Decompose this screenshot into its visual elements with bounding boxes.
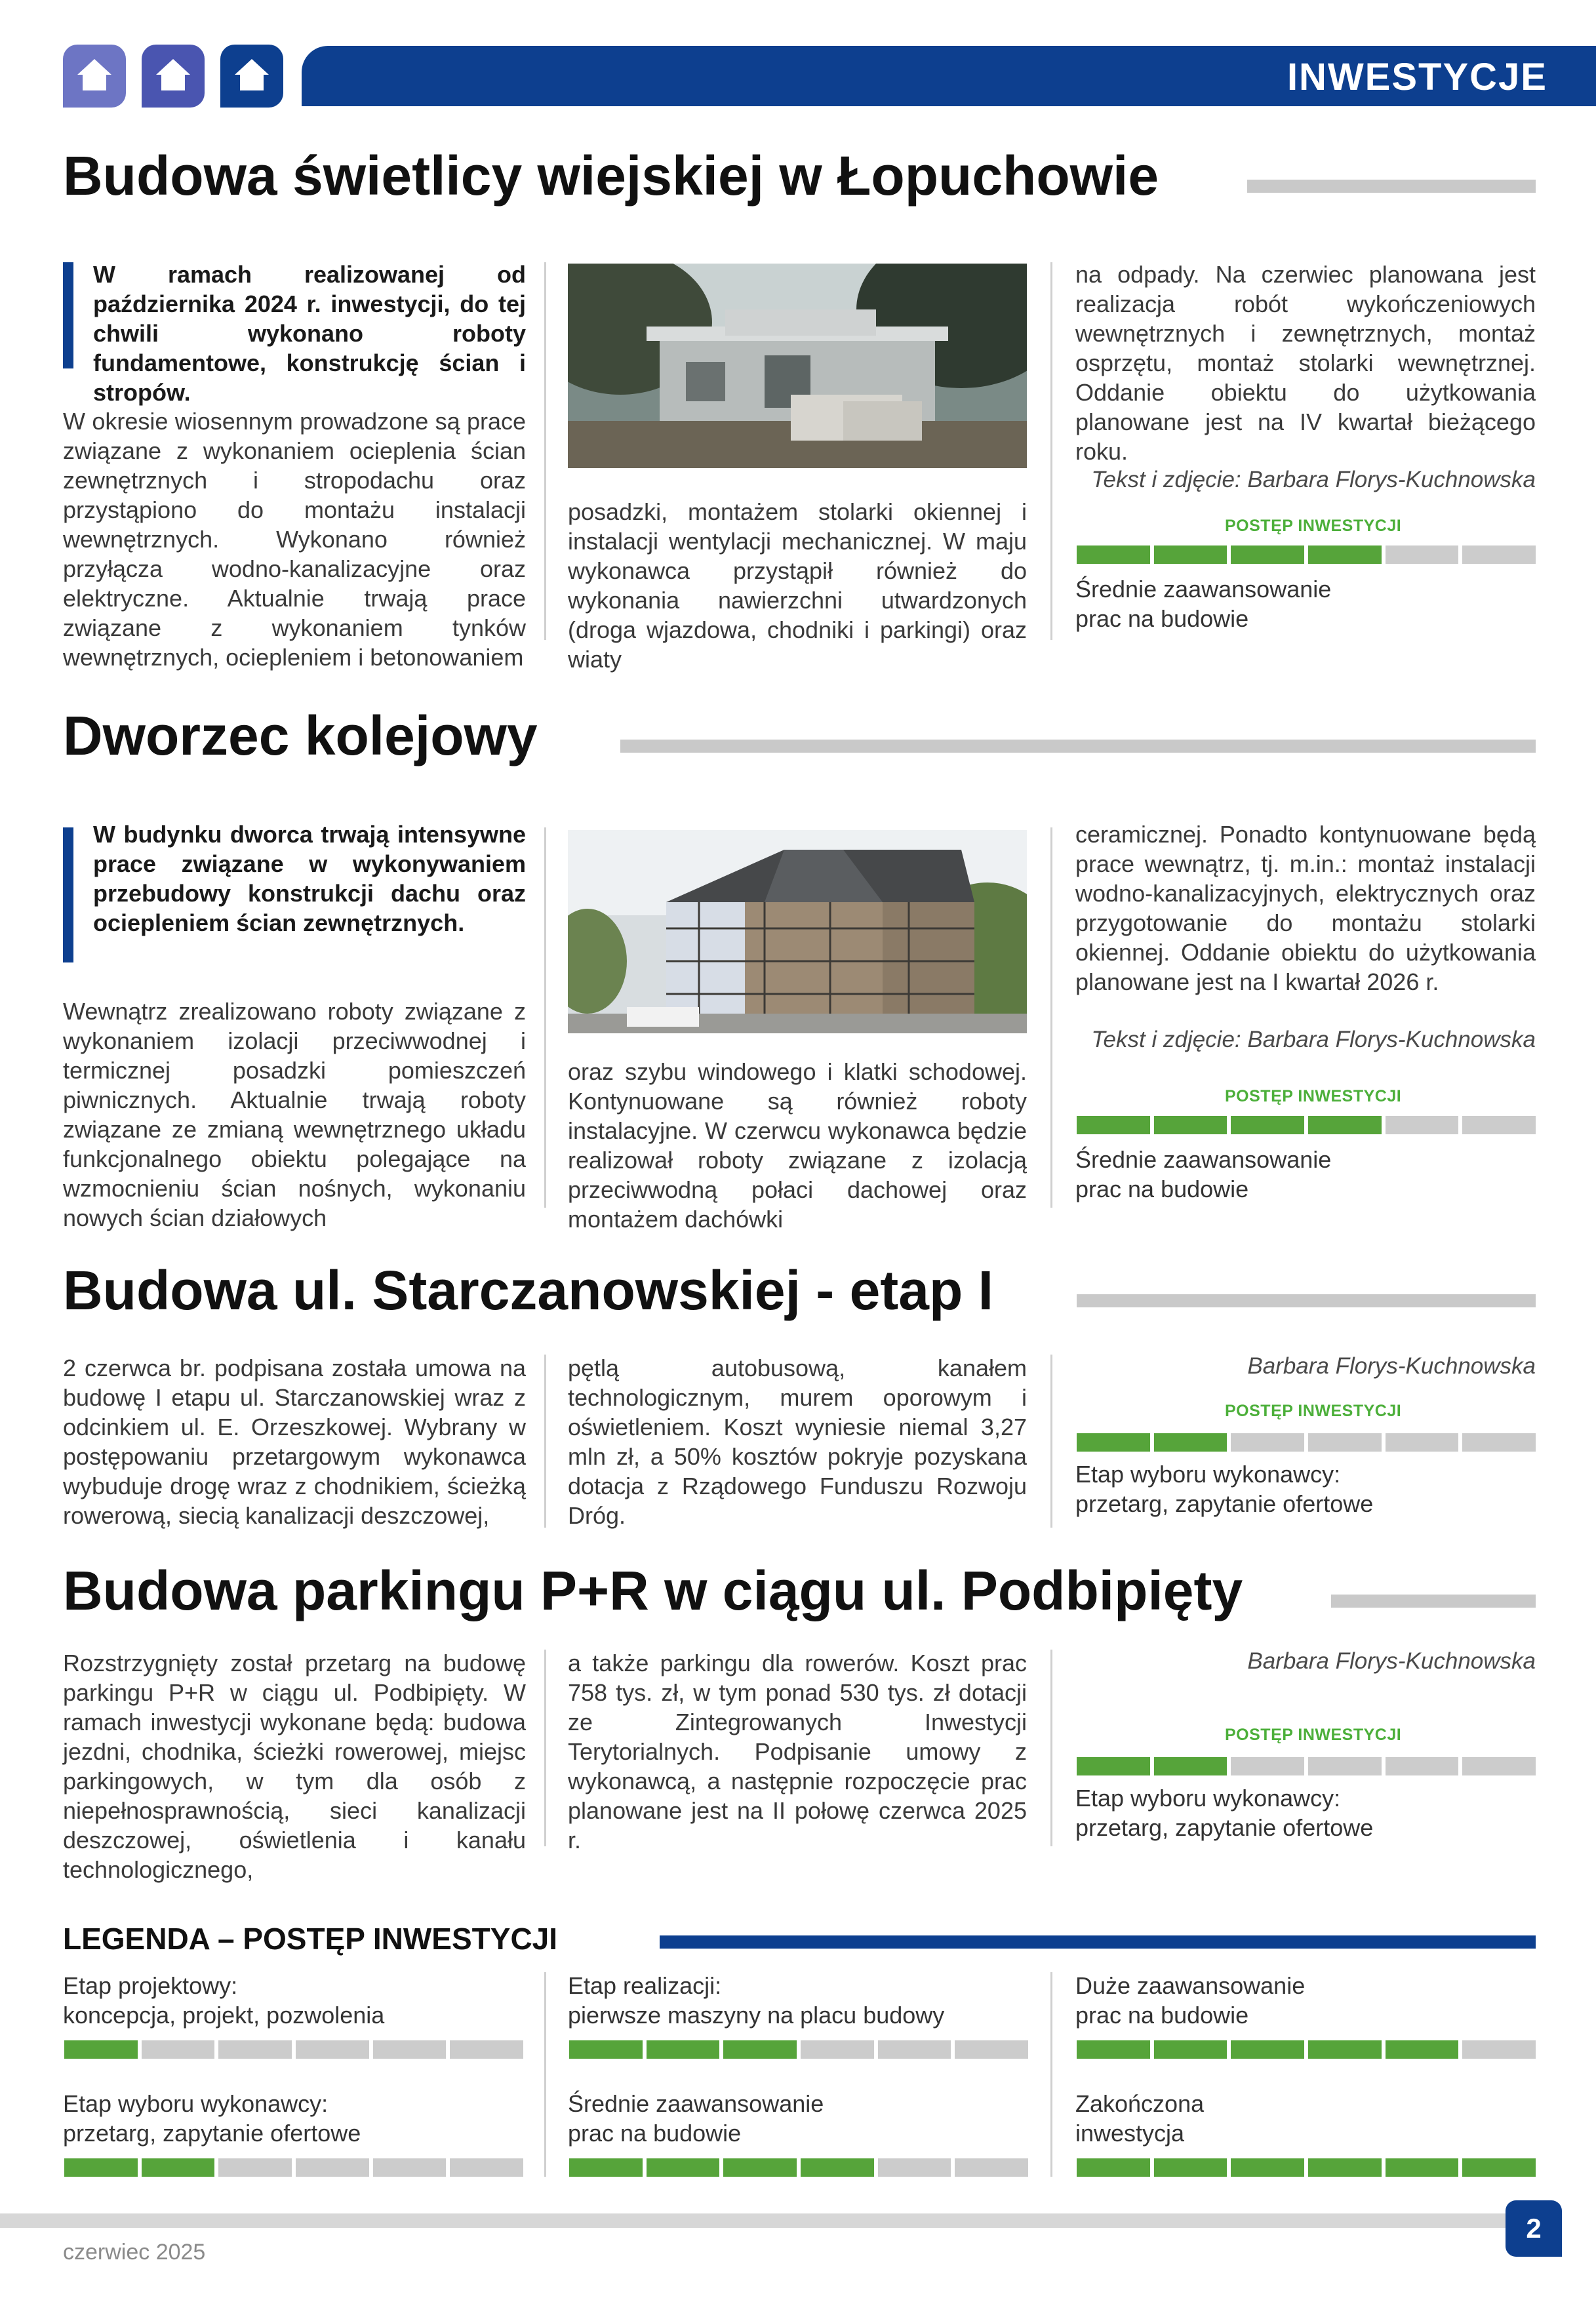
home-tab-1 — [63, 45, 126, 108]
lead-accent-bar — [63, 827, 73, 962]
progress-segment-empty — [450, 2040, 523, 2059]
legend-progress-bar — [64, 2040, 523, 2059]
legend-item-label-2: prac na budowie — [1075, 2002, 1249, 2029]
progress-segment-filled — [1154, 2040, 1227, 2059]
progress-segment-empty — [296, 2158, 369, 2177]
progress-title: POSTĘP INWESTYCJI — [1225, 1087, 1402, 1105]
home-tab-3 — [220, 45, 283, 108]
author-credit: Barbara Florys-Kuchnowska — [1247, 1353, 1536, 1379]
progress-segment-filled — [647, 2040, 720, 2059]
column-2-text: posadzki, montażem stolarki okiennej i instalacji wentylacji mechanicznej. W maju wykonawca przystąpił również do wykonania nawierzchni utwardzonych (droga wjazdowa, chodniki i parkingi) oraz wiaty — [568, 498, 1027, 673]
lead-paragraph: W budynku dworca trwają intensywne prace związane w wykonywaniem przebudowy konstrukcji dachu oraz ociepleniem ścian zewnętrznych. — [93, 821, 526, 936]
progress-segment-empty — [142, 2040, 215, 2059]
progress-segment-empty — [1231, 1757, 1304, 1775]
legend-item-label-1: Średnie zaawansowanie — [568, 2090, 824, 2117]
title-rule — [620, 740, 1536, 753]
photo-lopuchowo-building — [568, 264, 1027, 468]
progress-segment-filled — [142, 2158, 215, 2177]
progress-segment-filled — [1154, 1116, 1227, 1134]
progress-stage-line-2: prac na budowie — [1075, 1176, 1249, 1202]
progress-segment-filled — [1231, 2040, 1304, 2059]
category-bar — [302, 46, 1596, 106]
progress-stage-line-1: Etap wyboru wykonawcy: — [1075, 1461, 1341, 1488]
column-divider — [544, 1972, 546, 2177]
progress-segment-empty — [1386, 1433, 1459, 1452]
column-1-text: W okresie wiosennym prowadzone są prace związane z wykonaniem ocieplenia ścian zewnętrznych i stropodachu oraz przystąpiono do montażu instalacji wewnętrznych. Wykonano również przyłącza wodno-kanalizacyjne oraz elektryczne. Aktualnie trwają prace związane z wykonaniem tynków wewnętrznych, ociepleniem i betonowaniem — [63, 408, 526, 671]
column-3-text: na odpady. Na czerwiec planowana jest realizacja robót wykończeniowych wewnętrznych i zewnętrznych, montaż osprzętu, montaż stolarki wewnętrznej. Oddanie obiektu do użytkowania planowane jest na IV kwartał bieżącego roku. — [1075, 261, 1536, 465]
footer-rule — [0, 2213, 1508, 2228]
category-label: INWESTYCJE — [1287, 56, 1547, 98]
legend-item-label-2: pierwsze maszyny na placu budowy — [568, 2002, 945, 2029]
column-divider — [544, 1650, 546, 1846]
progress-segment-filled — [1154, 2158, 1227, 2177]
progress-stage-line-2: przetarg, zapytanie ofertowe — [1075, 1814, 1374, 1841]
progress-segment-empty — [1231, 1433, 1304, 1452]
progress-segment-empty — [218, 2158, 292, 2177]
title-rule — [1077, 1294, 1536, 1307]
photo-credit: Tekst i zdjęcie: Barbara Florys-Kuchnowska — [1091, 467, 1536, 492]
legend-progress-bar — [569, 2158, 1028, 2177]
progress-segment-filled — [1154, 1433, 1227, 1452]
author-credit: Barbara Florys-Kuchnowska — [1247, 1648, 1536, 1674]
progress-segment-empty — [955, 2040, 1028, 2059]
legend-item-label-1: Etap realizacji: — [568, 1972, 722, 1999]
house-icon — [232, 55, 271, 94]
column-2-text: oraz szybu windowego i klatki schodowej. Kontynuowane są również roboty instalacyjne. W czerwcu wykonawca będzie realizował roboty związane z izolacją przeciwwodną połaci dachowej oraz montażem dachówki — [568, 1058, 1027, 1233]
progress-segment-filled — [1077, 1116, 1150, 1134]
legend-item-label-1: Duże zaawansowanie — [1075, 1972, 1306, 1999]
column-divider — [1050, 1650, 1052, 1846]
progress-segment-filled — [1231, 2158, 1304, 2177]
progress-segment-empty — [1386, 1116, 1459, 1134]
progress-segment-empty — [296, 2040, 369, 2059]
photo-dworzec-building — [568, 830, 1027, 1033]
column-divider — [1050, 262, 1052, 640]
progress-bar — [1077, 1116, 1536, 1134]
title-rule — [1247, 180, 1536, 193]
progress-title: POSTĘP INWESTYCJI — [1225, 517, 1402, 535]
progress-segment-filled — [1077, 1757, 1150, 1775]
legend-item-label-2: inwestycja — [1075, 2120, 1185, 2147]
progress-segment-empty — [1462, 1757, 1536, 1775]
progress-segment-filled — [1231, 1116, 1304, 1134]
column-divider — [544, 1355, 546, 1528]
progress-segment-filled — [1386, 2040, 1459, 2059]
section-title-dworzec: Dworzec kolejowy — [63, 705, 538, 766]
lead-paragraph: W ramach realizowanej od października 2024 r. inwestycji, do tej chwili wykonano roboty fundamentowe, konstrukcję ścian i stropów. — [93, 261, 526, 406]
title-rule — [1331, 1595, 1536, 1608]
column-divider — [544, 262, 546, 640]
progress-segment-empty — [450, 2158, 523, 2177]
progress-title: POSTĘP INWESTYCJI — [1225, 1726, 1402, 1744]
progress-segment-filled — [801, 2158, 874, 2177]
legend-progress-bar — [64, 2158, 523, 2177]
progress-segment-filled — [723, 2158, 797, 2177]
column-divider — [544, 827, 546, 1208]
legend-progress-bar — [1077, 2040, 1536, 2059]
legend-item-label-1: Zakończona — [1075, 2090, 1205, 2117]
progress-segment-empty — [801, 2040, 874, 2059]
progress-segment-filled — [723, 2040, 797, 2059]
legend-progress-bar — [569, 2040, 1028, 2059]
column-divider — [1050, 1972, 1052, 2177]
legend-progress-bar — [1077, 2158, 1536, 2177]
progress-segment-empty — [878, 2158, 951, 2177]
legend-title: LEGENDA – POSTĘP INWESTYCJI — [63, 1922, 558, 1956]
legend-item-label-2: prac na budowie — [568, 2120, 742, 2147]
progress-segment-empty — [1386, 545, 1459, 564]
progress-stage-line-1: Etap wyboru wykonawcy: — [1075, 1785, 1341, 1812]
progress-bar — [1077, 1433, 1536, 1452]
progress-stage-line-2: prac na budowie — [1075, 605, 1249, 632]
section-title-starczanowska: Budowa ul. Starczanowskiej - etap I — [63, 1259, 993, 1321]
progress-segment-empty — [878, 2040, 951, 2059]
progress-title: POSTĘP INWESTYCJI — [1225, 1402, 1402, 1420]
progress-segment-empty — [1462, 2040, 1536, 2059]
progress-segment-empty — [1308, 1433, 1382, 1452]
progress-segment-filled — [1308, 545, 1382, 564]
progress-segment-filled — [64, 2158, 138, 2177]
progress-stage-line-1: Średnie zaawansowanie — [1075, 1146, 1332, 1173]
column-divider — [1050, 827, 1052, 1208]
column-3-text: ceramicznej. Ponadto kontynuowane będą prace wewnątrz, tj. m.in.: montaż instalacji wodno-kanalizacyjnych, elektrycznych oraz przygotowanie do montażu stolarki okiennej. Oddanie obiektu do użytkowania planowane jest na I kwartał 2026 r. — [1075, 821, 1536, 995]
progress-segment-empty — [218, 2040, 292, 2059]
progress-segment-empty — [373, 2040, 447, 2059]
progress-segment-filled — [1077, 545, 1150, 564]
progress-segment-filled — [1308, 1116, 1382, 1134]
progress-segment-empty — [1462, 1433, 1536, 1452]
progress-segment-filled — [1077, 1433, 1150, 1452]
column-1-text: Wewnątrz zrealizowano roboty związane z wykonaniem izolacji przeciwwodnej i termicznej posadzki pomieszczeń piwnicznych. Aktualnie trwają roboty związane ze zmianą wewnętrznego układu funkcjonalnego obiektu polegające na wzmocnieniu ścian nośnych, wykonaniu nowych ścian działowych — [63, 998, 526, 1231]
progress-segment-filled — [569, 2040, 643, 2059]
page-number: 2 — [1506, 2200, 1562, 2257]
progress-segment-filled — [1308, 2040, 1382, 2059]
progress-bar — [1077, 545, 1536, 564]
section-title-parking: Budowa parkingu P+R w ciągu ul. Podbipięty — [63, 1560, 1243, 1621]
legend-item-label-2: koncepcja, projekt, pozwolenia — [63, 2002, 385, 2029]
column-1-text: Rozstrzygnięty został przetarg na budowę parkingu P+R w ciągu ul. Podbipięty. W ramach inwestycji wykonane będą: budowa jezdni, chodnika, ścieżki rowerowej, miejsc parkingowych, w tym dla osób z niepełnosprawnością, sieci kanalizacji deszczowej, oświetlenia i kanału technologicznego, — [63, 1650, 526, 1883]
progress-segment-filled — [64, 2040, 138, 2059]
photo-credit: Tekst i zdjęcie: Barbara Florys-Kuchnowska — [1091, 1027, 1536, 1052]
column-2-text: a także parkingu dla rowerów. Koszt prac 758 tys. zł, w tym ponad 530 tys. zł dotacji ze Zintegrowanych Inwestycji Terytorialnych. Podpisanie umowy z wykonawcą, a następnie rozpoczęcie prac planowane jest na II połowę czerwca 2025 r. — [568, 1650, 1027, 1854]
legend-item-label-1: Etap projektowy: — [63, 1972, 238, 1999]
column-divider — [1050, 1355, 1052, 1528]
progress-segment-filled — [1231, 545, 1304, 564]
progress-stage-line-1: Średnie zaawansowanie — [1075, 576, 1332, 603]
house-icon — [75, 55, 114, 94]
legend-item-label-1: Etap wyboru wykonawcy: — [63, 2090, 329, 2117]
progress-stage-line-2: przetarg, zapytanie ofertowe — [1075, 1490, 1374, 1517]
progress-segment-empty — [1462, 1116, 1536, 1134]
progress-segment-empty — [373, 2158, 447, 2177]
progress-segment-filled — [1308, 2158, 1382, 2177]
footer-date: czerwiec 2025 — [63, 2240, 206, 2265]
section-title-lopuchowo: Budowa świetlicy wiejskiej w Łopuchowie — [63, 145, 1159, 207]
progress-segment-filled — [1077, 2040, 1150, 2059]
legend-rule — [660, 1935, 1536, 1949]
column-1-text: 2 czerwca br. podpisana została umowa na budowę I etapu ul. Starczanowskiej wraz z odcinkiem ul. E. Orzeszkowej. Wybrany w postępowaniu przetargowym wykonawca wybuduje drogę wraz z chodnikiem, ścieżką rowerową, siecią kanalizacji deszczowej, — [63, 1355, 526, 1529]
progress-segment-filled — [1154, 1757, 1227, 1775]
progress-segment-empty — [1308, 1757, 1382, 1775]
progress-segment-empty — [1462, 545, 1536, 564]
progress-segment-empty — [1386, 1757, 1459, 1775]
progress-segment-filled — [647, 2158, 720, 2177]
progress-segment-filled — [1386, 2158, 1459, 2177]
legend-item-label-2: przetarg, zapytanie ofertowe — [63, 2120, 361, 2147]
column-2-text: pętlą autobusową, kanałem technologicznym, murem oporowym i oświetleniem. Koszt wyniesie niemal 3,27 mln zł, a 50% kosztów pokryje pozyskana dotacja z Rządowego Funduszu Rozwoju Dróg. — [568, 1355, 1027, 1529]
progress-segment-filled — [1462, 2158, 1536, 2177]
progress-bar — [1077, 1757, 1536, 1775]
progress-segment-filled — [1154, 545, 1227, 564]
house-icon — [153, 55, 193, 94]
home-tab-2 — [142, 45, 205, 108]
progress-segment-filled — [1077, 2158, 1150, 2177]
progress-segment-empty — [955, 2158, 1028, 2177]
lead-accent-bar — [63, 262, 73, 368]
progress-segment-filled — [569, 2158, 643, 2177]
